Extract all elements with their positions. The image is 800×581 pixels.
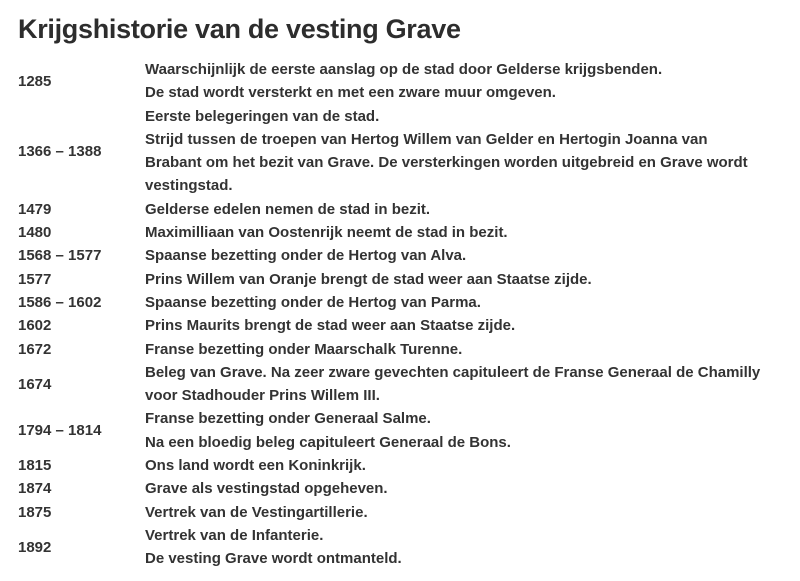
year-cell: 1874 [18,480,52,498]
table-row [18,268,760,291]
description-cell [145,454,760,477]
year-cell: 1479 [18,200,52,218]
description-line: Ons land wordt een Koninkrijk. [145,457,366,475]
table-row [18,58,760,105]
description-cell [145,221,760,244]
description-line: Gelderse edelen nemen de stad in bezit. [145,200,431,218]
description-line: Grave als vestingstad opgeheven. [145,480,388,498]
description-line: Franse bezetting onder Maarschalk Turenne. [145,340,463,358]
table-row [18,198,760,221]
year-cell: 1586 – 1602 [18,293,102,311]
description-line: Prins Maurits brengt de stad weer aan Staatse zijde. [145,317,516,335]
table-row [18,501,760,524]
description-line: Vertrek van de Vestingartillerie. [145,503,368,521]
description-line: De vesting Grave wordt ontmanteld. [145,550,402,568]
table-row [18,105,760,198]
description-line: Brabant om het bezit van Grave. De versterkingen worden uitgebreid en Grave wordt [145,154,748,172]
year-cell: 1480 [18,224,52,242]
history-timeline-table [18,58,760,571]
description-line: Waarschijnlijk de eerste aanslag op de stad door Gelderse krijgsbenden. [145,61,663,78]
description-cell [145,524,760,571]
table-row [18,338,760,361]
description-cell [145,501,760,524]
table-row [18,524,760,571]
description-line: Vertrek van de Infanterie. [145,526,324,544]
year-cell: 1672 [18,340,52,358]
description-cell [145,291,760,314]
table-row [18,291,760,314]
year-cell: 1577 [18,270,52,288]
table-row [18,477,760,500]
table-row [18,244,760,267]
description-line: Strijd tussen de troepen van Hertog Willem van Gelder en Hertogin Joanna van [145,130,708,148]
description-line: Beleg van Grave. Na zeer zware gevechten capituleert de Franse Generaal de Chamilly [145,363,761,381]
description-line: vestingstad. [145,177,233,195]
description-line: De stad wordt versterkt en met een zware muur omgeven. [145,84,556,102]
year-cell: 1568 – 1577 [18,247,102,265]
description-line: Na een bloedig beleg capituleert Generaal de Bons. [145,433,511,451]
description-line: Prins Willem van Oranje brengt de stad weer aan Staatse zijde. [145,270,592,288]
year-cell: 1875 [18,503,52,521]
description-cell [145,58,760,105]
year-cell: 1366 – 1388 [18,142,102,160]
table-row [18,407,760,454]
year-cell: 1285 [18,72,52,90]
year-cell: 1602 [18,317,52,335]
description-cell [145,338,760,361]
description-cell [145,268,760,291]
table-row [18,314,760,337]
table-row [18,454,760,477]
description-cell [145,244,760,267]
description-line: voor Stadhouder Prins Willem III. [145,387,380,405]
description-cell [145,361,760,408]
description-line: Eerste belegeringen van de stad. [145,107,380,125]
description-line: Spaanse bezetting onder de Hertog van Alva. [145,247,467,265]
year-cell: 1794 – 1814 [18,422,102,440]
page-title: Krijgshistorie van de vesting Grave [18,14,461,44]
table-row [18,361,760,408]
table-row [18,221,760,244]
description-cell [145,314,760,337]
history-rows [18,58,760,571]
description-line: Spaanse bezetting onder de Hertog van Parma. [145,293,481,311]
year-cell: 1892 [18,538,52,556]
year-cell: 1674 [18,375,52,393]
description-line: Franse bezetting onder Generaal Salme. [145,410,431,428]
description-cell [145,198,760,221]
description-line: Maximilliaan van Oostenrijk neemt de stad in bezit. [145,224,508,242]
description-cell [145,407,760,454]
description-cell [145,477,760,500]
year-cell: 1815 [18,457,52,475]
description-cell [145,105,760,198]
